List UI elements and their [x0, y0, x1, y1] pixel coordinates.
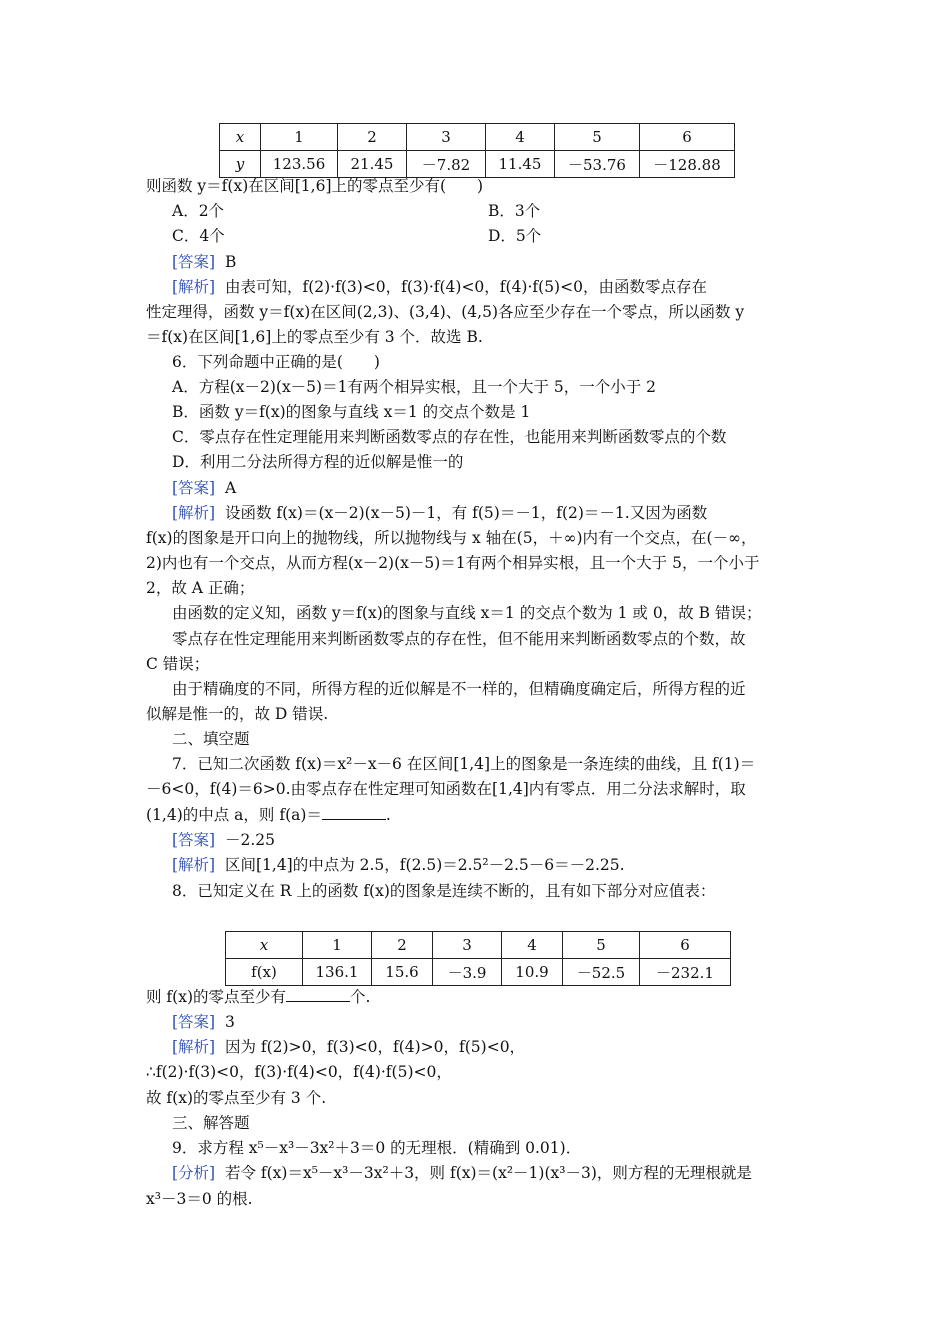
- answer-value: A: [224, 479, 237, 497]
- q8-question-end: 个.: [350, 988, 371, 1006]
- q5-option-a: A．2个: [172, 202, 225, 220]
- q7-stem-line: [146, 805, 806, 825]
- analysis-tag: [解析]: [172, 856, 216, 874]
- table-cell: 15.6: [372, 959, 433, 986]
- answer-value: 3: [224, 1013, 235, 1031]
- table-cell: 4: [486, 124, 555, 151]
- table-cell: 6: [640, 932, 731, 959]
- q8-question: [146, 987, 806, 1007]
- q6-option-b: B．函数 y＝f(x)的图象与直线 x＝1 的交点个数是 1: [172, 403, 531, 421]
- value-table-1: [219, 123, 735, 178]
- answer-value: B: [224, 253, 237, 271]
- q6-answer: [172, 478, 832, 498]
- table-row: [220, 151, 735, 178]
- q7-analysis: [172, 855, 832, 875]
- table-header: x: [259, 936, 269, 954]
- table-cell: 1: [261, 124, 338, 151]
- q6-analysis-line: f(x)的图象是开口向上的抛物线，所以抛物线与 x 轴在(5，＋∞)内有一个交点，在(－∞，: [146, 529, 757, 547]
- answer-tag: [答案]: [172, 831, 216, 849]
- analysis-text: 若令 f(x)＝x⁵－x³－3x²＋3，则 f(x)＝(x²－1)(x³－3)，则方程的无理根就是: [224, 1164, 752, 1182]
- q6-option-c: C．零点存在性定理能用来判断函数零点的存在性，也能用来判断函数零点的个数: [172, 428, 727, 446]
- q6-analysis-line: C 错误；: [146, 655, 210, 673]
- table-header: f(x): [226, 959, 303, 986]
- table-cell: －232.1: [640, 959, 731, 986]
- q6-analysis-line: 似解是惟一的，故 D 错误.: [146, 705, 329, 723]
- answer-tag: [答案]: [172, 1013, 216, 1031]
- q6-analysis-line: 零点存在性定理能用来判断函数零点的存在性，但不能用来判断函数零点的个数，故: [172, 630, 746, 648]
- q5-answer: [172, 252, 832, 272]
- q8-question-text: 则 f(x)的零点至少有: [146, 988, 287, 1006]
- q6-analysis-line: 2)内也有一个交点，从而方程(x－2)(x－5)＝1有两个相异实根，且一个大于 5，一个小于: [146, 554, 760, 572]
- q6-analysis-line: 由于精确度的不同，所得方程的近似解是不一样的，但精确度确定后，所得方程的近: [172, 680, 746, 698]
- table-cell: －52.5: [563, 959, 640, 986]
- table-cell: 4: [502, 932, 563, 959]
- analysis-text: 因为 f(2)>0，f(3)<0，f(4)>0，f(5)<0，: [224, 1038, 526, 1056]
- table-header: x: [235, 128, 245, 146]
- analysis-tag: [解析]: [172, 1038, 216, 1056]
- table-cell: －128.88: [640, 151, 735, 178]
- q5-option-d: D．5个: [488, 227, 542, 245]
- table-header: y: [235, 155, 245, 173]
- table-cell: 3: [407, 124, 486, 151]
- q5-option-c: C．4个: [172, 227, 225, 245]
- q8-answer: [172, 1012, 832, 1032]
- q9-analysis-line: x³－3＝0 的根.: [146, 1190, 253, 1208]
- analysis-tag: [解析]: [172, 278, 216, 296]
- analysis-tag: [分析]: [172, 1164, 216, 1182]
- q8-analysis-line: ∴f(2)·f(3)<0，f(3)·f(4)<0，f(4)·f(5)<0，: [146, 1063, 452, 1081]
- table-cell: 11.45: [486, 151, 555, 178]
- q5-analysis-line: ＝f(x)在区间[1,6]上的零点至少有 3 个．故选 B.: [146, 328, 483, 346]
- section-heading: 三、解答题: [172, 1114, 250, 1132]
- q6-analysis-line: [172, 503, 832, 523]
- q7-stem-end: .: [385, 806, 391, 824]
- table-cell: 1: [303, 932, 372, 959]
- analysis-text: 设函数 f(x)＝(x－2)(x－5)－1，有 f(5)＝－1，f(2)＝－1.又因为函数: [224, 504, 708, 522]
- table-cell: 6: [640, 124, 735, 151]
- answer-tag: [答案]: [172, 479, 216, 497]
- q7-stem-text: (1,4)的中点 a，则 f(a)＝: [146, 806, 322, 824]
- q7-answer: [172, 830, 832, 850]
- table-cell: 2: [338, 124, 407, 151]
- table-row: [226, 959, 731, 986]
- q6-analysis-line: 由函数的定义知，函数 y＝f(x)的图象与直线 x＝1 的交点个数为 1 或 0，故 B 错误；: [172, 604, 762, 622]
- table-cell: 123.56: [261, 151, 338, 178]
- table-cell: －7.82: [407, 151, 486, 178]
- q9-stem: 9．求方程 x⁵－x³－3x²＋3＝0 的无理根．(精确到 0.01)．: [172, 1139, 582, 1157]
- q8-analysis: [172, 1037, 832, 1057]
- analysis-text: 区间[1,4]的中点为 2.5，f(2.5)＝2.5²－2.5－6＝－2.25.: [224, 856, 625, 874]
- fill-blank: [322, 805, 386, 820]
- analysis-tag: [解析]: [172, 504, 216, 522]
- value-table-2: [225, 931, 731, 986]
- table-row: [226, 932, 731, 959]
- answer-tag: [答案]: [172, 253, 216, 271]
- q6-stem: 6．下列命题中正确的是( ): [172, 353, 380, 371]
- q8-stem: 8．已知定义在 R 上的函数 f(x)的图象是连续不断的，且有如下部分对应值表：: [172, 882, 716, 900]
- table-cell: 21.45: [338, 151, 407, 178]
- q6-option-d: D．利用二分法所得方程的近似解是惟一的: [172, 453, 464, 471]
- table-row: [220, 124, 735, 151]
- answer-value: －2.25: [224, 831, 275, 849]
- fill-blank: [286, 987, 350, 1002]
- analysis-text: 由表可知，f(2)·f(3)<0，f(3)·f(4)<0，f(4)·f(5)<0，由函数零点存在: [224, 278, 707, 296]
- table-cell: 136.1: [303, 959, 372, 986]
- q7-stem-line: －6<0，f(4)＝6>0.由零点存在性定理可知函数在[1,4]内有零点．用二分法求解时，取: [146, 780, 746, 798]
- q6-analysis-line: 2，故 A 正确；: [146, 579, 255, 597]
- q5-analysis-line: 性定理得，函数 y＝f(x)在区间(2,3)、(3,4)、(4,5)各应至少存在一个零点，所以函数 y: [146, 303, 745, 321]
- table-cell: 2: [372, 932, 433, 959]
- q7-stem-line: 7．已知二次函数 f(x)＝x²－x－6 在区间[1,4]上的图象是一条连续的曲线，且 f(1)＝: [172, 755, 756, 773]
- table-cell: 10.9: [502, 959, 563, 986]
- q8-analysis-line: 故 f(x)的零点至少有 3 个.: [146, 1089, 327, 1107]
- table-cell: 3: [433, 932, 502, 959]
- q6-option-a: A．方程(x－2)(x－5)＝1有两个相异实根，且一个大于 5，一个小于 2: [172, 378, 657, 396]
- table-cell: －53.76: [555, 151, 640, 178]
- q5-analysis-line: [172, 277, 832, 297]
- q9-analysis: [172, 1163, 832, 1183]
- q5-option-b: B．3个: [488, 202, 541, 220]
- table-cell: 5: [563, 932, 640, 959]
- table-cell: 5: [555, 124, 640, 151]
- q5-stem: 则函数 y＝f(x)在区间[1,6]上的零点至少有( ): [146, 177, 484, 195]
- section-heading: 二、填空题: [172, 730, 250, 748]
- table-cell: －3.9: [433, 959, 502, 986]
